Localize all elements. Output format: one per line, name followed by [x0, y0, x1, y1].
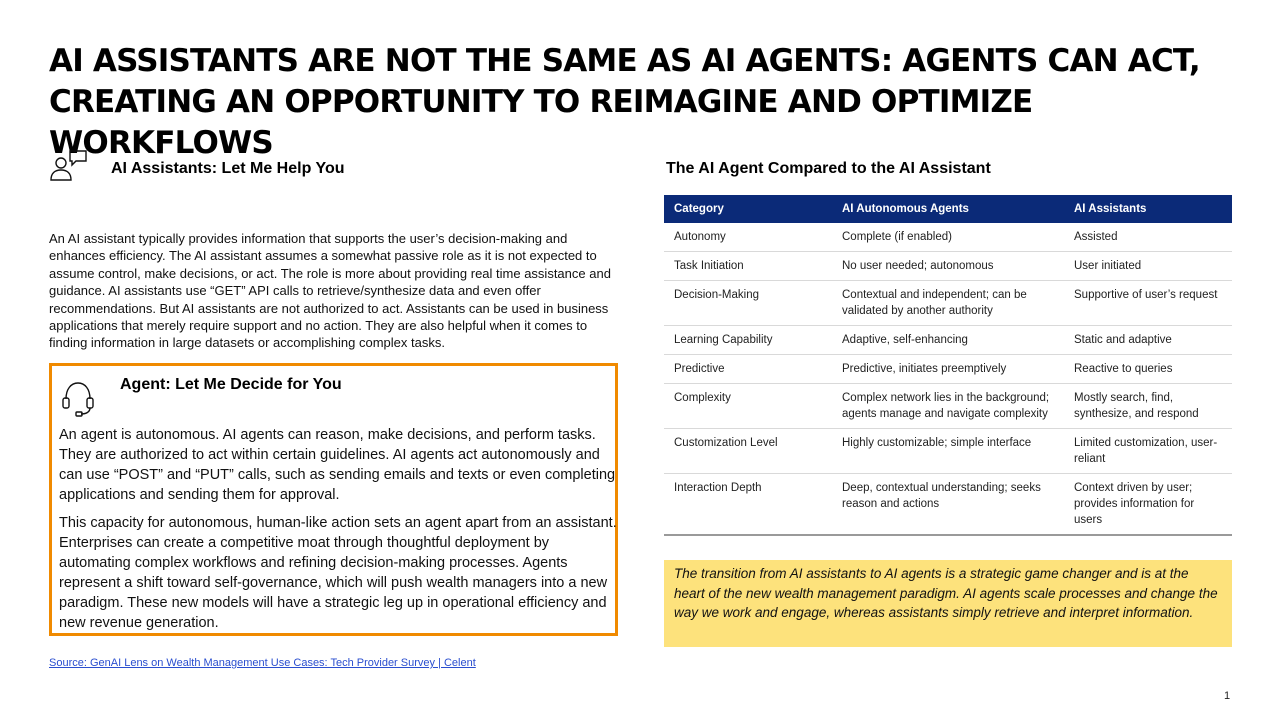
table-cell: Adaptive, self-enhancing [832, 326, 1064, 355]
source-link[interactable]: Source: GenAI Lens on Wealth Management Use Cases: Tech Provider Survey | Celent [49, 657, 476, 669]
table-row [664, 281, 1232, 326]
table-cell: Decision-Making [664, 281, 832, 326]
table-cell: Assisted [1064, 223, 1232, 252]
table-cell: Predictive, initiates preemptively [832, 355, 1064, 384]
header-agents: AI Autonomous Agents [832, 195, 1064, 223]
page-number: 1 [1224, 690, 1231, 702]
table-cell: Context driven by user; provides information for users [1064, 474, 1232, 536]
table-cell: Complexity [664, 384, 832, 429]
table-cell: Deep, contextual understanding; seeks reason and actions [832, 474, 1064, 536]
agent-paragraph-2: This capacity for autonomous, human-like action sets an agent apart from an assistant. Enterprises can create a competitive moat through thoughtful deployment by automating complex workflows and refining decision-making processes. Agents represent a shift toward self-governance, which will push wealth managers into a new paradigm. These new models will have a strategic leg up in operational efficiency and new revenue generation. [59, 515, 617, 631]
table-cell: Learning Capability [664, 326, 832, 355]
comparison-heading: The AI Agent Compared to the AI Assistant [666, 160, 991, 177]
table-row [664, 429, 1232, 474]
slide-title: AI ASSISTANTS ARE NOT THE SAME AS AI AGENTS: AGENTS CAN ACT, CREATING AN OPPORTUNITY TO REIMAGINE AND OPTIMIZE WORKFLOWS [49, 43, 1200, 161]
table-cell: Limited customization, user-reliant [1064, 429, 1232, 474]
table-cell: Static and adaptive [1064, 326, 1232, 355]
table-cell: Complex network lies in the background; agents manage and navigate complexity [832, 384, 1064, 429]
person-speech-icon [49, 148, 89, 184]
callout-text: The transition from AI assistants to AI agents is a strategic game changer and is at the heart of the new wealth management paradigm. AI agents scale processes and change the way we work and engage, whereas assistants simply retrieve and interpret information. [674, 566, 1218, 620]
table-cell: Mostly search, find, synthesize, and respond [1064, 384, 1232, 429]
table-cell: User initiated [1064, 252, 1232, 281]
agent-heading: Agent: Let Me Decide for You [120, 376, 342, 393]
table-row [664, 223, 1232, 252]
agent-paragraph-1: An agent is autonomous. AI agents can reason, make decisions, and perform tasks. They are authorized to act within certain guidelines. AI agents act autonomously and can use “POST” and “PUT” calls, such as sending emails and texts or even completing applications and sending them for approval. [59, 427, 616, 503]
table-row [664, 355, 1232, 384]
comparison-table [664, 195, 1232, 536]
assistants-heading: AI Assistants: Let Me Help You [111, 160, 345, 177]
table-row [664, 326, 1232, 355]
header-assistants: AI Assistants [1064, 195, 1232, 223]
assistants-paragraph: An AI assistant typically provides information that supports the user’s decision-making and enhances efficiency. The AI assistant assumes a somewhat passive role as it is not expected to assume control, make decisions, or act. The role is more about providing real time assistance and guidance. AI assistants use “GET” API calls to retrieve/synthesize data and even offer recommendations. But AI assistants are not authorized to act. Assistants can be used in business applications that merely require support and no action. They are also helpful when it comes to finding information in large datasets or accomplishing complex tasks. [49, 231, 611, 351]
table-cell: Reactive to queries [1064, 355, 1232, 384]
table-cell: Supportive of user’s request [1064, 281, 1232, 326]
table-cell: Task Initiation [664, 252, 832, 281]
header-category: Category [664, 195, 832, 223]
table-row [664, 252, 1232, 281]
table-header-row [664, 195, 1232, 223]
table-row [664, 384, 1232, 429]
table-row [664, 474, 1232, 536]
callout-box [664, 560, 1232, 647]
table-cell: Contextual and independent; can be validated by another authority [832, 281, 1064, 326]
headset-icon [61, 379, 97, 417]
table-cell: No user needed; autonomous [832, 252, 1064, 281]
table-cell: Highly customizable; simple interface [832, 429, 1064, 474]
table-cell: Autonomy [664, 223, 832, 252]
table-cell: Customization Level [664, 429, 832, 474]
table-cell: Interaction Depth [664, 474, 832, 536]
table-cell: Complete (if enabled) [832, 223, 1064, 252]
table-cell: Predictive [664, 355, 832, 384]
